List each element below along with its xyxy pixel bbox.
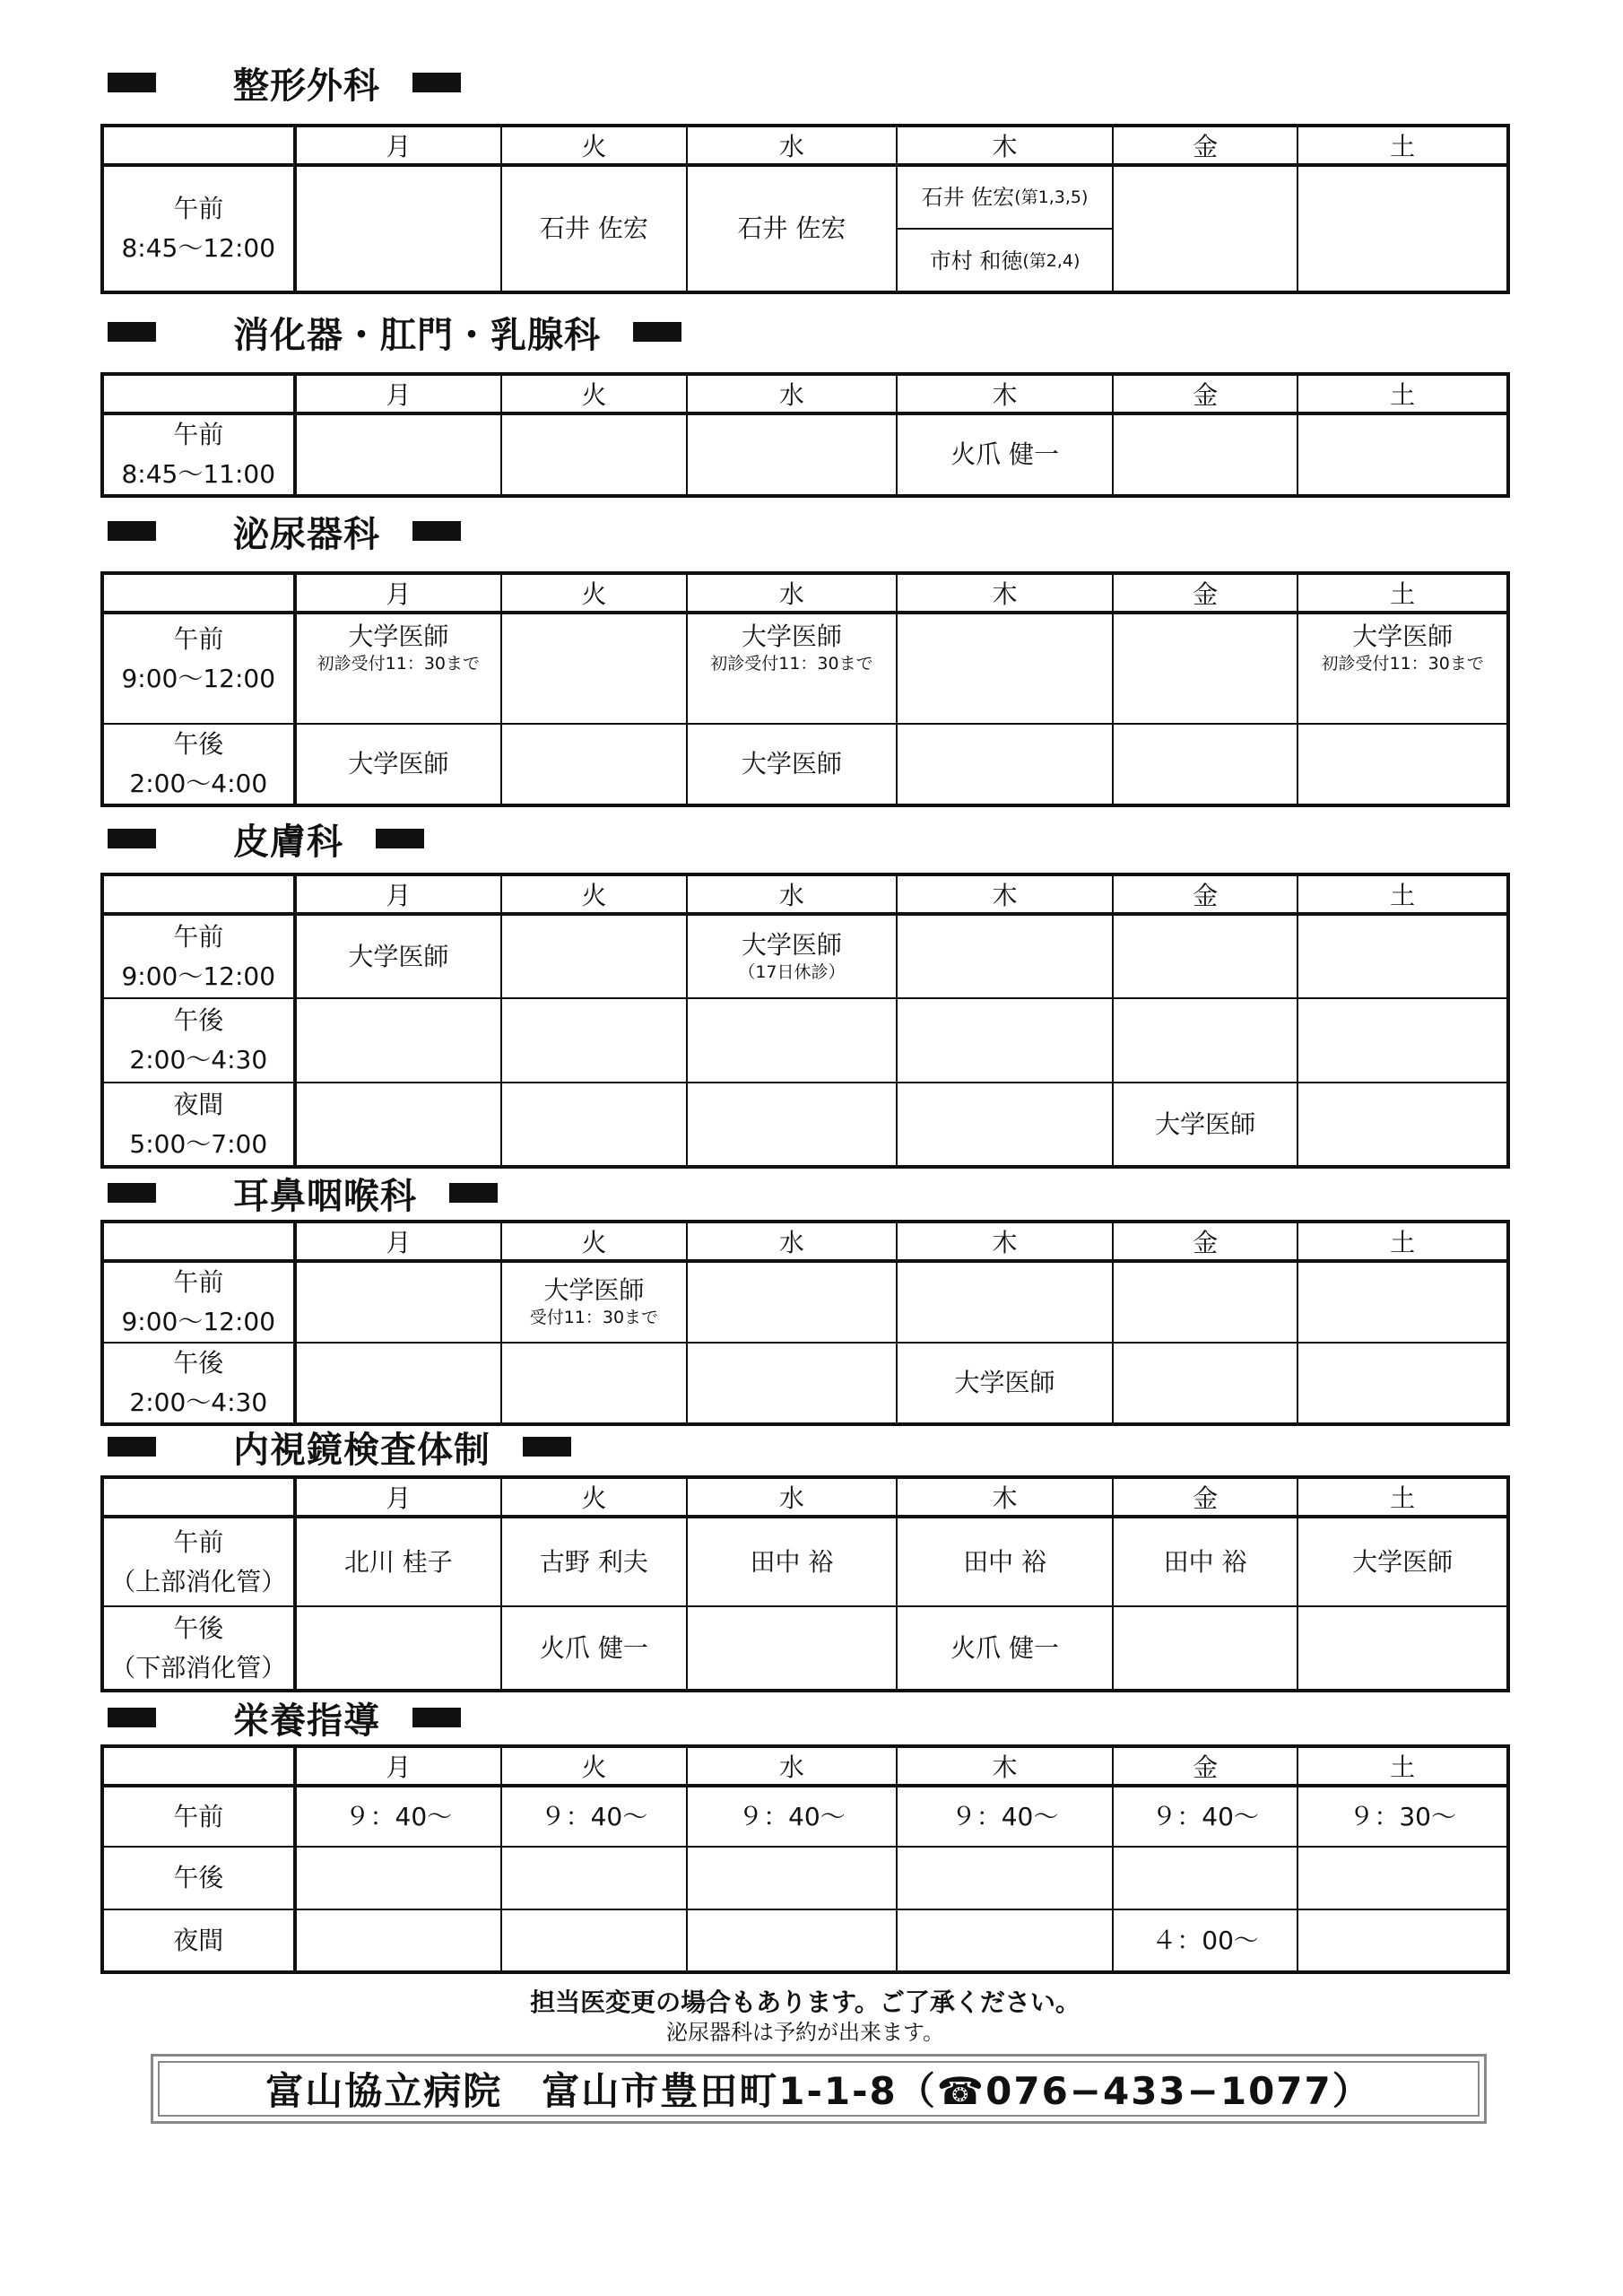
title-bar-right: [633, 322, 681, 342]
schedule-cell: 大学医師: [897, 1343, 1113, 1424]
period-label: 午前: [173, 1267, 224, 1297]
closure-note: （17日休診）: [738, 961, 846, 982]
doctor-name: 大学医師: [348, 622, 449, 651]
schedule-cell: 北川 桂子: [295, 1517, 502, 1606]
section-title-text: 内視鏡検査体制: [233, 1429, 490, 1471]
schedule-cell: [687, 1343, 898, 1424]
schedule-cell: 火爪 健一: [501, 1606, 687, 1691]
schedule-cell: [687, 1083, 898, 1167]
period-label: 午前: [173, 921, 224, 952]
dermatology-table: [100, 873, 1510, 1169]
ent-table: [100, 1220, 1510, 1426]
schedule-cell: [687, 1847, 898, 1909]
schedule-cell: [295, 1847, 502, 1909]
corner-cell: [102, 374, 295, 413]
period-time: 9:00〜12:00: [121, 1307, 276, 1336]
phone-number: 076−433−1077）: [985, 2069, 1372, 2113]
schedule-cell: [295, 1343, 502, 1424]
schedule-cell: [1113, 724, 1298, 805]
schedule-cell: [1298, 413, 1508, 496]
schedule-cell: ４：00〜: [1113, 1909, 1298, 1972]
title-bar-left: [108, 73, 156, 92]
day-header: 土: [1298, 573, 1508, 613]
title-bar-right: [412, 73, 461, 92]
schedule-cell: [295, 998, 502, 1083]
schedule-cell: [1298, 165, 1508, 292]
day-header: 木: [897, 126, 1113, 165]
schedule-cell: [687, 1606, 898, 1691]
schedule-cell: 石井 佐宏: [687, 165, 898, 292]
period-sub: （下部消化管）: [110, 1652, 287, 1683]
day-header: 水: [687, 1746, 898, 1786]
reception-note: 初診受付11：30まで: [710, 654, 873, 674]
schedule-cell: 火爪 健一: [897, 413, 1113, 496]
period-time: 8:45〜11:00: [121, 459, 276, 489]
period-cell: [102, 1343, 295, 1424]
title-bar-left: [108, 521, 156, 541]
schedule-cell: [1113, 998, 1298, 1083]
day-header: 月: [295, 874, 502, 914]
day-header: 土: [1298, 126, 1508, 165]
day-header: 水: [687, 374, 898, 413]
day-header: 水: [687, 573, 898, 613]
period-label: 午後: [173, 1348, 224, 1378]
period-label: 午前: [173, 420, 224, 449]
title-bar-right: [449, 1183, 498, 1203]
schedule-cell: [897, 1909, 1113, 1972]
period-time: 8:45〜12:00: [121, 233, 276, 263]
day-header: 金: [1113, 126, 1298, 165]
period-label: 夜間: [173, 1089, 224, 1119]
urology-table: [100, 571, 1510, 807]
title-bar-right: [376, 829, 424, 848]
schedule-cell: [1113, 413, 1298, 496]
schedule-cell: [687, 413, 898, 496]
reception-note: 初診受付11：30まで: [1321, 654, 1484, 674]
day-header: 火: [501, 126, 687, 165]
schedule-cell: [687, 1909, 898, 1972]
corner-cell: [102, 126, 295, 165]
section-title-orthopedics: [108, 56, 461, 109]
period-time: 5:00〜7:00: [129, 1128, 268, 1159]
doctor-name: 大学医師: [543, 1275, 645, 1305]
telephone-icon: ☎: [936, 2069, 986, 2113]
period-label: 午前: [173, 1526, 224, 1557]
schedule-cell: [295, 1083, 502, 1167]
schedule-cell: 大学医師: [687, 724, 898, 805]
day-header: 金: [1113, 1477, 1298, 1517]
day-header: 水: [687, 126, 898, 165]
day-header: 水: [687, 874, 898, 914]
day-header: 木: [897, 1222, 1113, 1261]
schedule-cell: 石井 佐宏: [501, 165, 687, 292]
schedule-cell: [1298, 1261, 1508, 1343]
schedule-cell: [295, 413, 502, 496]
schedule-cell: [687, 613, 898, 724]
schedule-cell: [1298, 1606, 1508, 1691]
section-title-text: 整形外科: [233, 65, 380, 107]
schedule-cell: [295, 1606, 502, 1691]
doctor-name: 石井 佐宏: [921, 184, 1015, 210]
phone-open-paren: （: [897, 2069, 937, 2113]
corner-cell: [102, 1222, 295, 1261]
gastro-table: [100, 372, 1510, 498]
schedule-cell: [687, 998, 898, 1083]
period-time: 2:00〜4:30: [129, 1387, 268, 1417]
schedule-cell-split: [897, 165, 1113, 292]
schedule-cell: [295, 1261, 502, 1343]
doctor-name: 大学医師: [1352, 622, 1454, 651]
split-top: [898, 166, 1112, 230]
schedule-cell: [501, 998, 687, 1083]
day-header: 月: [295, 1477, 502, 1517]
schedule-cell: [1113, 914, 1298, 998]
title-bar-right: [412, 521, 461, 541]
day-header: 火: [501, 374, 687, 413]
day-header: 金: [1113, 1222, 1298, 1261]
schedule-cell: [501, 1261, 687, 1343]
day-header: 火: [501, 1222, 687, 1261]
week-note: (第2,4): [1022, 250, 1081, 271]
schedule-cell: 田中 裕: [897, 1517, 1113, 1606]
day-header: 月: [295, 573, 502, 613]
period-time: 2:00〜4:00: [129, 769, 268, 798]
corner-cell: [102, 1746, 295, 1786]
title-bar-left: [108, 829, 156, 848]
schedule-cell: [897, 613, 1113, 724]
day-header: 金: [1113, 874, 1298, 914]
day-header: 木: [897, 874, 1113, 914]
day-header: 火: [501, 1746, 687, 1786]
section-title-text: 消化器・肛門・乳腺科: [233, 314, 601, 356]
schedule-cell: [295, 165, 502, 292]
period-cell: [102, 413, 295, 496]
title-bar-right: [412, 1708, 461, 1727]
section-title-urology: [108, 504, 461, 558]
doctor-change-note: 担当医変更の場合もあります。ご了承ください。: [530, 1987, 1081, 2017]
section-title-endoscopy: [108, 1420, 571, 1474]
schedule-cell: ９：30〜: [1298, 1786, 1508, 1847]
week-note: (第1,3,5): [1014, 187, 1089, 207]
schedule-cell: [897, 1261, 1113, 1343]
schedule-cell: [1298, 613, 1508, 724]
day-header: 土: [1298, 874, 1508, 914]
schedule-cell: ９：40〜: [897, 1786, 1113, 1847]
schedule-cell: [1298, 998, 1508, 1083]
schedule-cell: [897, 1083, 1113, 1167]
schedule-cell: 田中 裕: [687, 1517, 898, 1606]
day-header: 火: [501, 874, 687, 914]
day-header: 土: [1298, 1746, 1508, 1786]
footer-notes: [100, 1987, 1510, 2046]
endoscopy-table: [100, 1475, 1510, 1692]
section-title-text: 栄養指導: [233, 1700, 380, 1742]
schedule-cell: [1113, 1261, 1298, 1343]
nutrition-table: [100, 1744, 1510, 1974]
title-bar-left: [108, 322, 156, 342]
day-header: 水: [687, 1477, 898, 1517]
orthopedics-table: [100, 124, 1510, 294]
day-header: 土: [1298, 1222, 1508, 1261]
schedule-cell: [295, 613, 502, 724]
split-bottom: [898, 230, 1112, 291]
period-cell: 午後: [102, 1847, 295, 1909]
schedule-cell: [1113, 1606, 1298, 1691]
schedule-cell: [1298, 1909, 1508, 1972]
schedule-cell: [295, 1909, 502, 1972]
doctor-name: 大学医師: [741, 929, 842, 960]
period-cell: [102, 165, 295, 292]
day-header: 木: [897, 374, 1113, 413]
schedule-cell: [1113, 613, 1298, 724]
schedule-cell: [897, 914, 1113, 998]
schedule-cell: 大学医師: [295, 914, 502, 998]
reception-note: 初診受付11：30まで: [317, 654, 481, 674]
schedule-cell: [501, 724, 687, 805]
day-header: 金: [1113, 1746, 1298, 1786]
period-cell: [102, 1083, 295, 1167]
section-title-text: 皮膚科: [233, 821, 343, 863]
day-header: 火: [501, 573, 687, 613]
day-header: 火: [501, 1477, 687, 1517]
day-header: 木: [897, 573, 1113, 613]
period-time: 9:00〜12:00: [121, 664, 276, 693]
schedule-cell: [897, 724, 1113, 805]
hospital-address: 富山協立病院 富山市豊田町1-1-8: [265, 2069, 898, 2113]
period-cell: [102, 998, 295, 1083]
schedule-cell: 大学医師: [1113, 1083, 1298, 1167]
day-header: 月: [295, 126, 502, 165]
reservation-note: 泌尿器科は予約が出来ます。: [665, 2020, 945, 2045]
schedule-cell: [1298, 914, 1508, 998]
title-bar-left: [108, 1183, 156, 1203]
day-header: 金: [1113, 573, 1298, 613]
schedule-cell: [1298, 724, 1508, 805]
schedule-cell: [1298, 1083, 1508, 1167]
schedule-cell: [501, 1847, 687, 1909]
day-header: 水: [687, 1222, 898, 1261]
schedule-cell: 大学医師: [1298, 1517, 1508, 1606]
schedule-cell: 田中 裕: [1113, 1517, 1298, 1606]
period-cell: [102, 1606, 295, 1691]
schedule-cell: [1298, 1847, 1508, 1909]
section-title-nutrition: [108, 1691, 461, 1744]
schedule-cell: [501, 1343, 687, 1424]
section-title-ent: [108, 1166, 498, 1220]
schedule-cell: [501, 413, 687, 496]
period-time: 2:00〜4:30: [129, 1045, 268, 1074]
period-cell: [102, 1261, 295, 1343]
period-cell: [102, 1517, 295, 1606]
day-header: 土: [1298, 1477, 1508, 1517]
schedule-cell: [1113, 165, 1298, 292]
schedule-cell: [897, 998, 1113, 1083]
section-title-text: 泌尿器科: [233, 513, 380, 555]
title-bar-right: [523, 1437, 571, 1457]
period-cell: [102, 914, 295, 998]
doctor-name: 市村 和徳: [929, 248, 1023, 274]
period-cell: [102, 724, 295, 805]
day-header: 木: [897, 1477, 1113, 1517]
corner-cell: [102, 874, 295, 914]
schedule-cell: 大学医師: [295, 724, 502, 805]
section-title-text: 耳鼻咽喉科: [233, 1175, 417, 1217]
schedule-cell: [1113, 1847, 1298, 1909]
schedule-cell: [501, 1909, 687, 1972]
schedule-cell: ９：40〜: [295, 1786, 502, 1847]
period-label: 午後: [173, 1005, 224, 1035]
period-label: 午後: [173, 729, 224, 759]
period-cell: 夜間: [102, 1909, 295, 1972]
schedule-cell: [687, 914, 898, 998]
schedule-cell: [1298, 1343, 1508, 1424]
schedule-cell: 古野 利夫: [501, 1517, 687, 1606]
period-label: 午前: [173, 624, 224, 654]
title-bar-left: [108, 1437, 156, 1457]
period-cell: [102, 613, 295, 724]
hospital-info-box: [151, 2054, 1487, 2124]
day-header: 月: [295, 1746, 502, 1786]
schedule-cell: [501, 1083, 687, 1167]
schedule-cell: 火爪 健一: [897, 1606, 1113, 1691]
schedule-cell: ９：40〜: [1113, 1786, 1298, 1847]
period-cell: 午前: [102, 1786, 295, 1847]
section-title-gastro: [108, 305, 681, 359]
schedule-cell: [687, 1261, 898, 1343]
section-title-dermatology: [108, 812, 424, 865]
schedule-cell: ９：40〜: [687, 1786, 898, 1847]
period-time: 9:00〜12:00: [121, 961, 276, 991]
day-header: 月: [295, 374, 502, 413]
schedule-cell: [1113, 1343, 1298, 1424]
corner-cell: [102, 573, 295, 613]
schedule-cell: [501, 613, 687, 724]
corner-cell: [102, 1477, 295, 1517]
schedule-cell: [897, 1847, 1113, 1909]
day-header: 木: [897, 1746, 1113, 1786]
period-label: 午後: [173, 1613, 224, 1643]
day-header: 土: [1298, 374, 1508, 413]
schedule-cell: [501, 914, 687, 998]
period-sub: （上部消化管）: [110, 1566, 287, 1596]
day-header: 金: [1113, 374, 1298, 413]
doctor-name: 大学医師: [741, 622, 842, 651]
title-bar-left: [108, 1708, 156, 1727]
day-header: 月: [295, 1222, 502, 1261]
reception-note: 受付11：30まで: [529, 1308, 659, 1327]
schedule-cell: ９：40〜: [501, 1786, 687, 1847]
period-label: 午前: [173, 194, 224, 223]
